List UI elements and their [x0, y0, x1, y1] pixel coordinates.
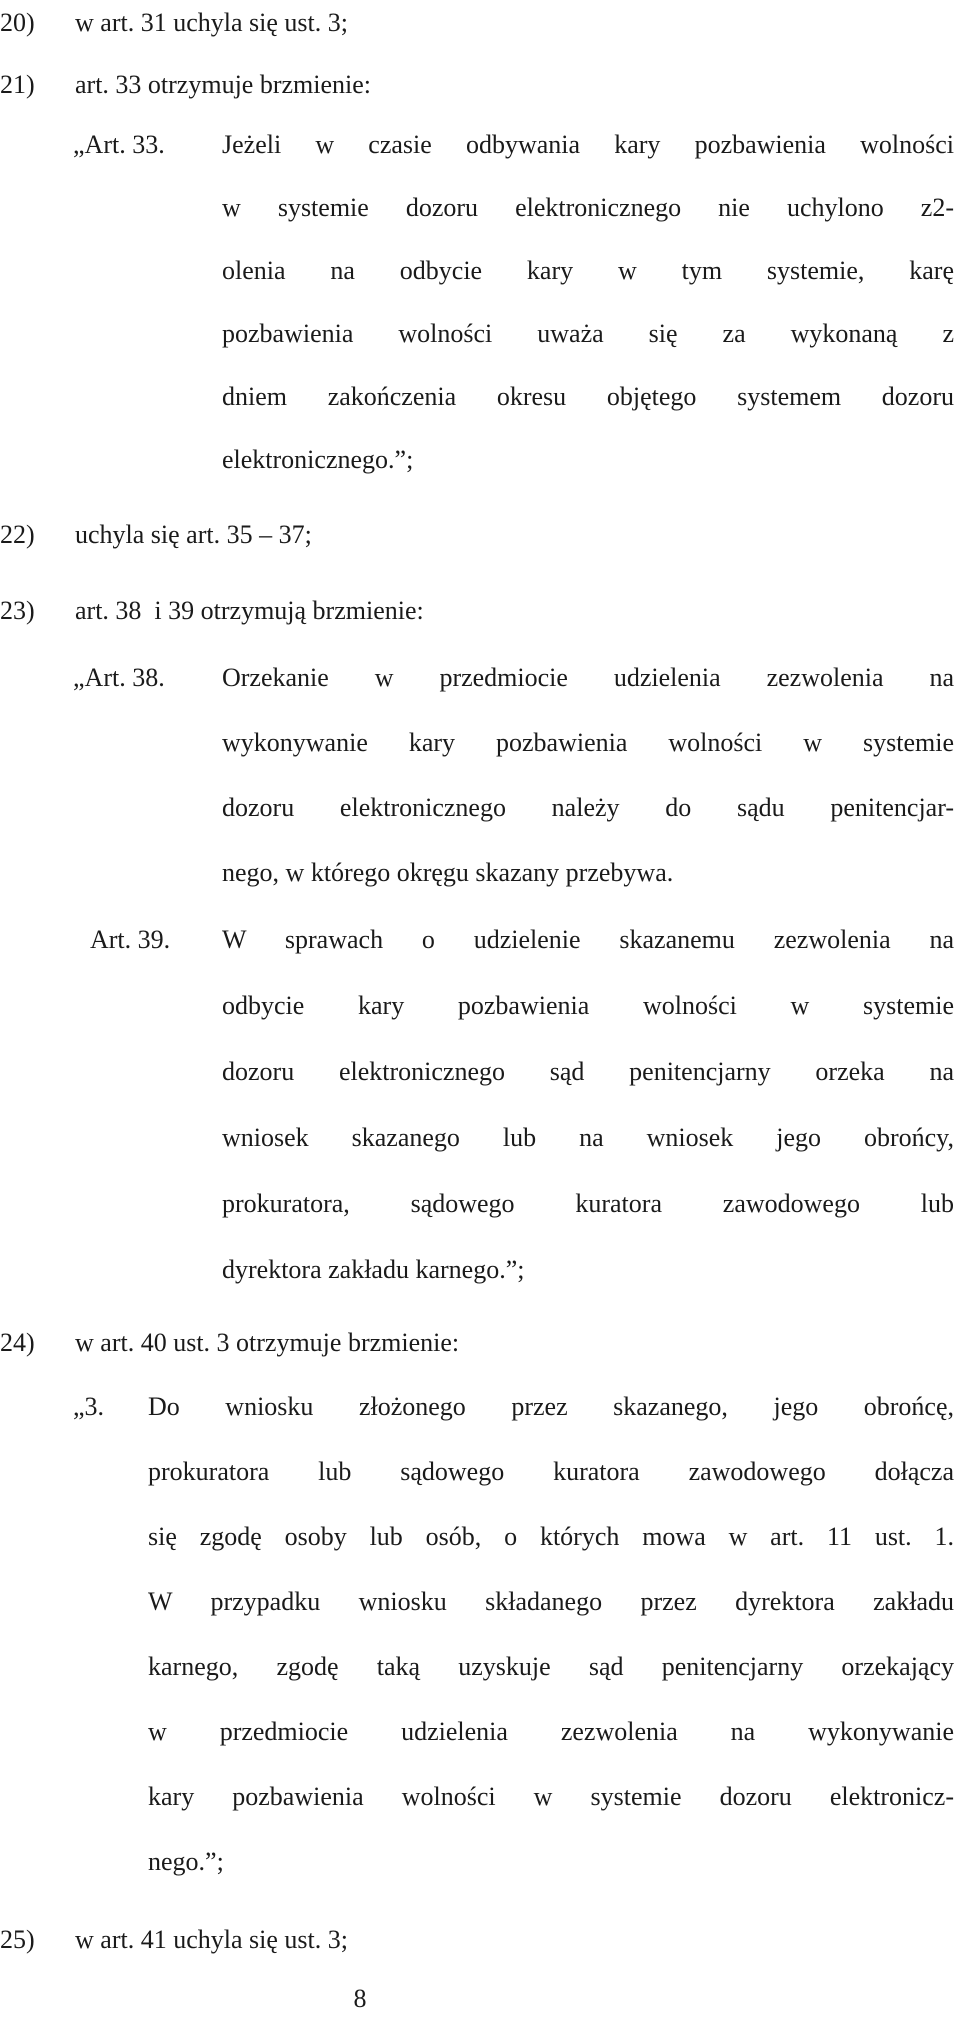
page-number: 8	[353, 1984, 367, 2013]
item-number: 22)	[0, 520, 35, 549]
article-text-line: nego, w którego okręgu skazany przebywa.	[222, 858, 674, 887]
item-number: 21)	[0, 70, 35, 99]
item-text: w art. 40 ust. 3 otrzymuje brzmienie:	[75, 1328, 460, 1357]
item-number: 25)	[0, 1925, 35, 1954]
item-number: 20)	[0, 8, 35, 37]
paragraph-text-line: się zgodę osoby lub osób, o których mowa w art. 11 ust. 1.	[148, 1522, 954, 1551]
article-text-line: dyrektora zakładu karnego.”;	[222, 1255, 525, 1284]
item-number: 23)	[0, 596, 35, 625]
article-label: „Art. 33.	[73, 130, 165, 159]
article-text-line: dozoru elektronicznego należy do sądu penitencjar-	[222, 793, 954, 822]
item-text: w art. 31 uchyla się ust. 3;	[75, 8, 348, 37]
article-text-line: pozbawienia wolności uważa się za wykonaną z	[222, 319, 954, 348]
item-text: uchyla się art. 35 – 37;	[75, 520, 312, 549]
article-text-line: wniosek skazanego lub na wniosek jego obrońcy,	[222, 1123, 954, 1152]
article-label: „Art. 38.	[73, 663, 165, 692]
item-text: art. 33 otrzymuje brzmienie:	[75, 70, 372, 99]
article-text-line: wykonywanie kary pozbawienia wolności w systemie	[222, 728, 954, 757]
article-text-line: Orzekanie w przedmiocie udzielenia zezwolenia na	[222, 663, 954, 692]
paragraph-label: „3.	[73, 1392, 105, 1421]
paragraph-text-line: kary pozbawienia wolności w systemie dozoru elektronicz-	[148, 1782, 954, 1811]
article-text-line: odbycie kary pozbawienia wolności w systemie	[222, 991, 954, 1020]
article-text-line: olenia na odbycie kary w tym systemie, karę	[222, 256, 954, 285]
paragraph-text-line: W przypadku wniosku składanego przez dyrektora zakładu	[148, 1587, 954, 1616]
paragraph-text-line: karnego, zgodę taką uzyskuje sąd penitencjarny orzekający	[148, 1652, 954, 1681]
article-label: Art. 39.	[90, 925, 171, 954]
article-text-line: Jeżeli w czasie odbywania kary pozbawienia wolności	[222, 130, 954, 159]
paragraph-text-line: Do wniosku złożonego przez skazanego, jego obrońcę,	[148, 1392, 954, 1421]
article-text-line: elektronicznego.”;	[222, 445, 414, 474]
article-text-line: W sprawach o udzielenie skazanemu zezwolenia na	[222, 925, 954, 954]
item-text: art. 38 i 39 otrzymują brzmienie:	[75, 596, 424, 625]
paragraph-text-line: prokuratora lub sądowego kuratora zawodowego dołącza	[148, 1457, 954, 1486]
item-text: w art. 41 uchyla się ust. 3;	[75, 1925, 348, 1954]
article-text-line: prokuratora, sądowego kuratora zawodowego lub	[222, 1189, 954, 1218]
article-text-line: w systemie dozoru elektronicznego nie uchylono z2-	[222, 193, 954, 222]
paragraph-text-line: nego.”;	[148, 1847, 224, 1876]
article-text-line: dozoru elektronicznego sąd penitencjarny orzeka na	[222, 1057, 954, 1086]
article-text-line: dniem zakończenia okresu objętego systemem dozoru	[222, 382, 954, 411]
paragraph-text-line: w przedmiocie udzielenia zezwolenia na wykonywanie	[148, 1717, 954, 1746]
item-number: 24)	[0, 1328, 35, 1357]
